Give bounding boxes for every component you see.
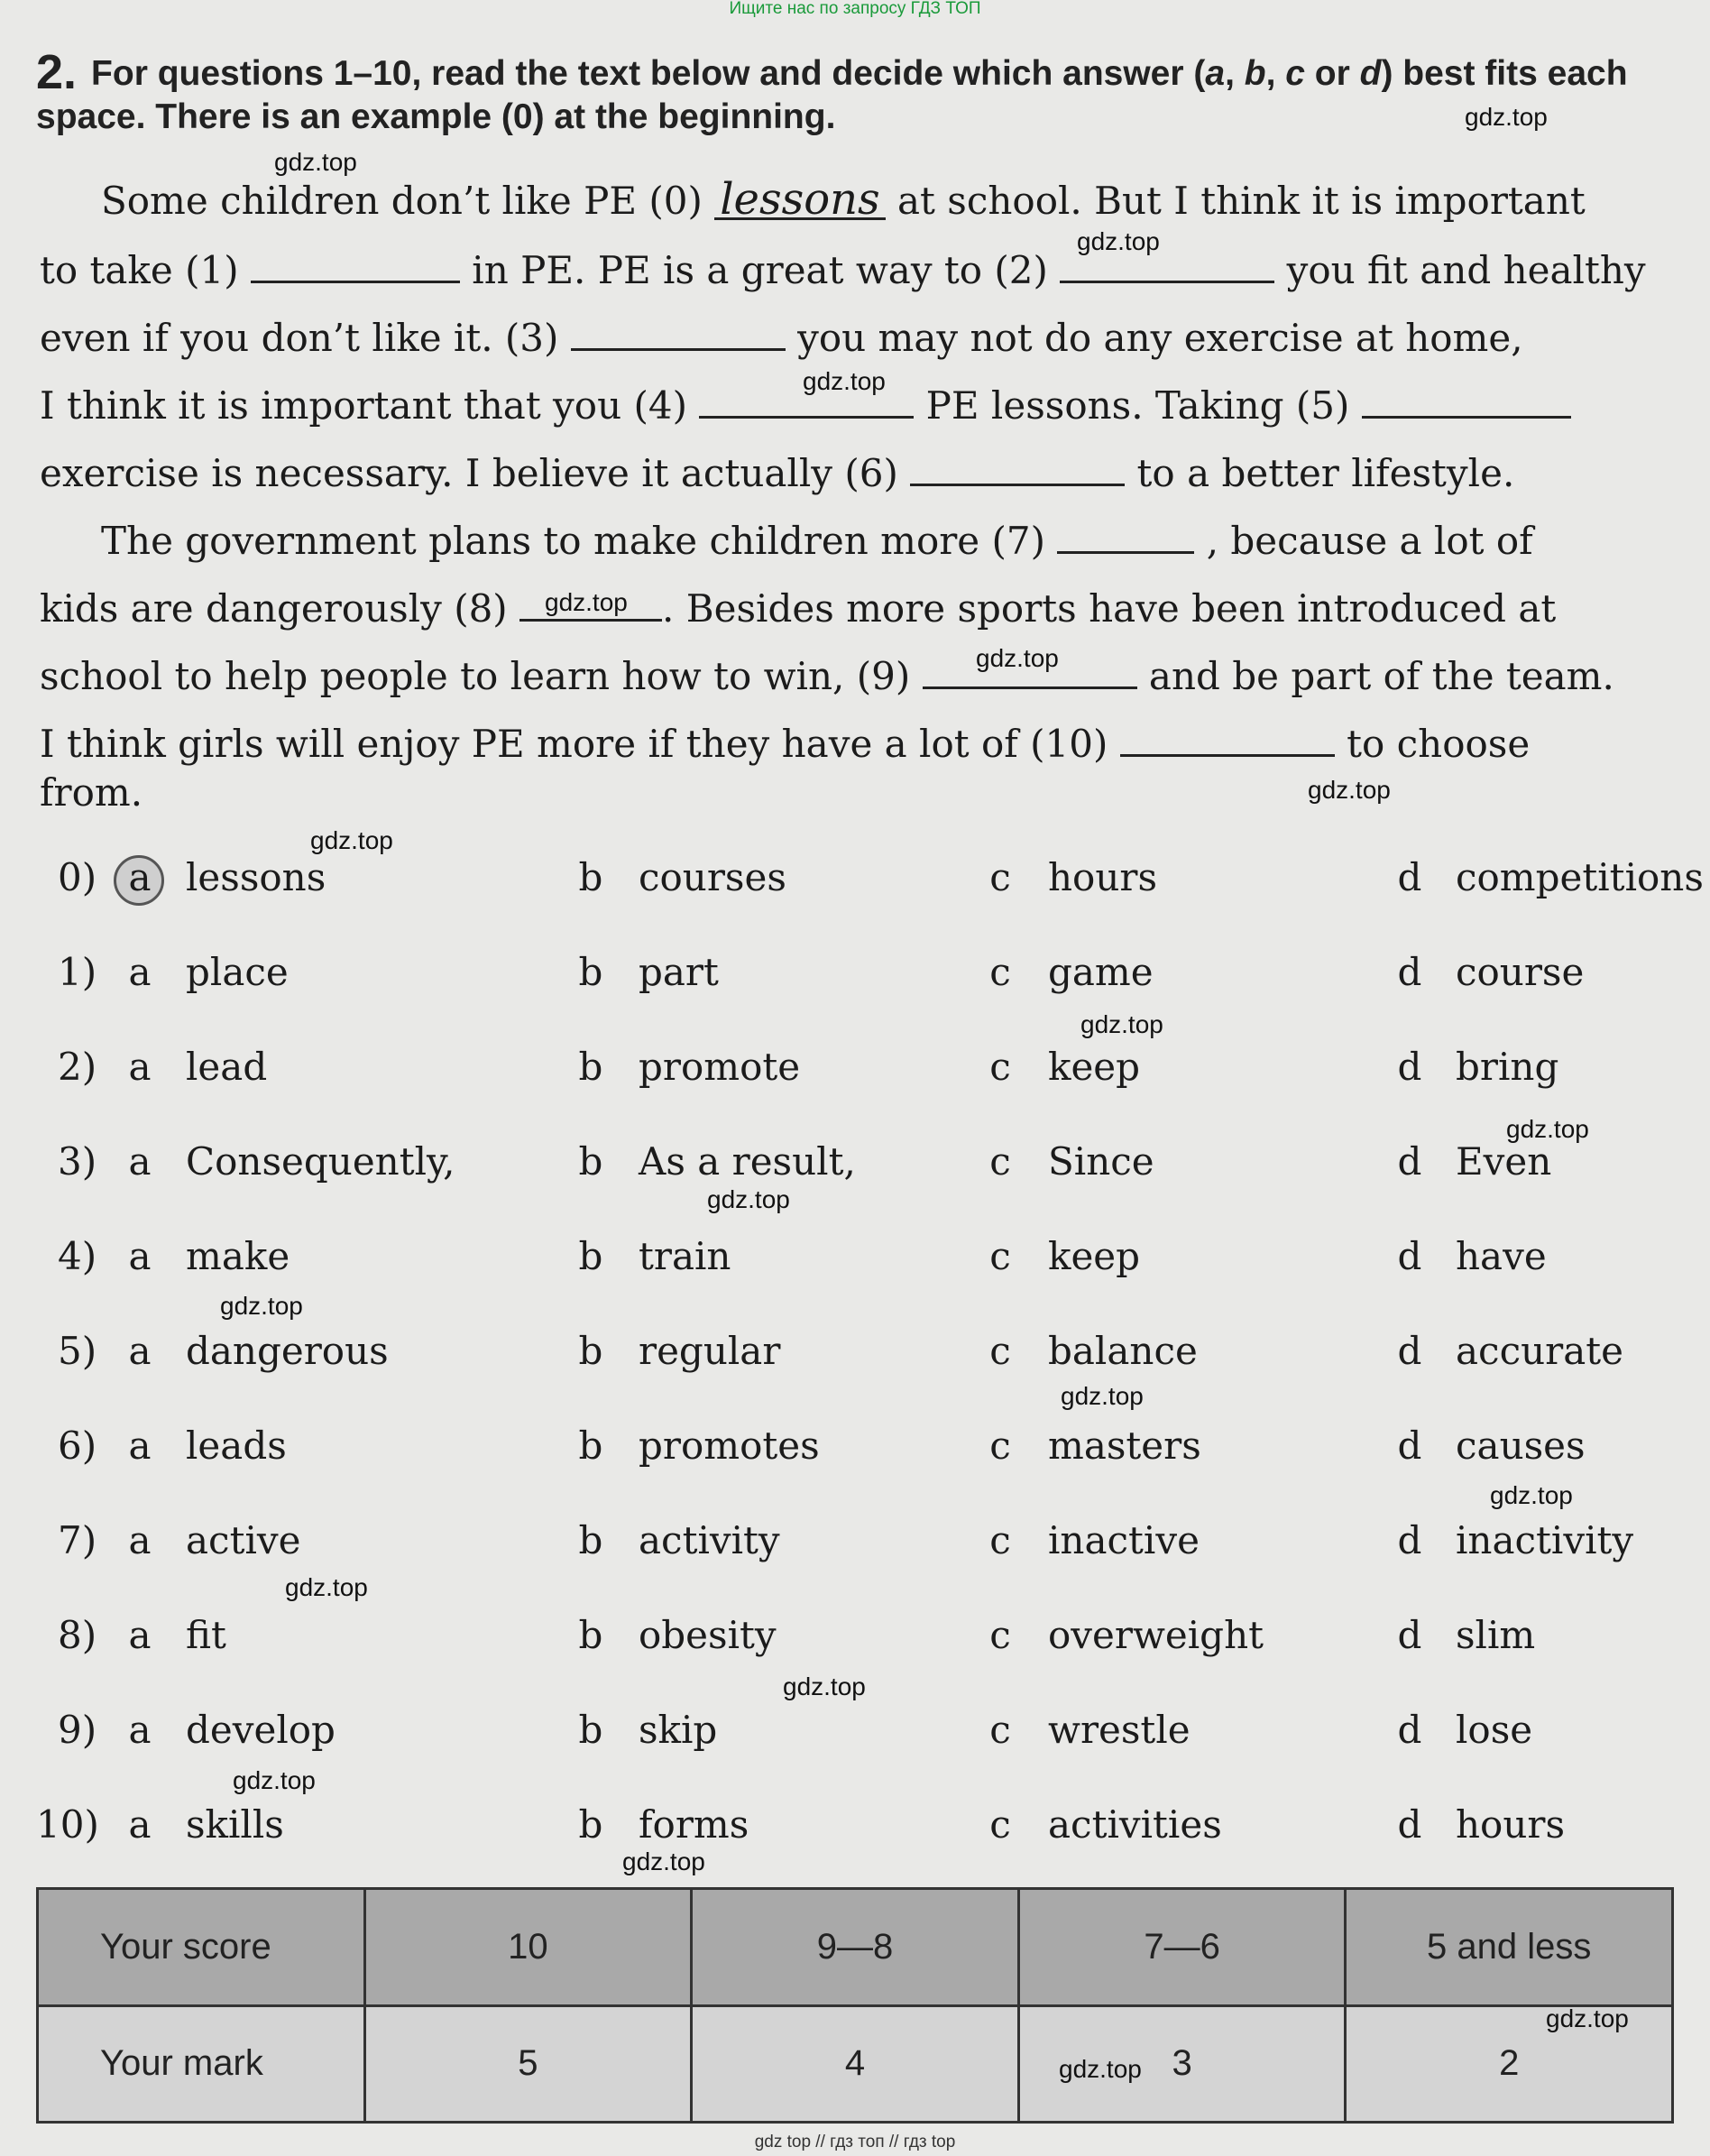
- option-letter-d[interactable]: [1389, 1518, 1430, 1562]
- option-letter-b[interactable]: [570, 1518, 611, 1562]
- blank-1[interactable]: [251, 273, 460, 283]
- score-cell: 9—8: [692, 1889, 1019, 2006]
- watermark: gdz.top: [233, 1766, 316, 1794]
- option-letter-b[interactable]: [570, 1802, 611, 1847]
- option-c[interactable]: activities: [1048, 1802, 1222, 1847]
- question-row: [0, 1045, 1710, 1099]
- question-number: 4): [58, 1234, 97, 1278]
- option-letter-c[interactable]: [979, 1424, 1021, 1468]
- option-letter-b[interactable]: [570, 855, 611, 899]
- mark-cell: 5: [364, 2005, 692, 2123]
- option-d[interactable]: have: [1456, 1234, 1547, 1278]
- option-letter-a[interactable]: [119, 1518, 161, 1562]
- question-number: 5): [58, 1329, 97, 1373]
- blank-2[interactable]: [1060, 273, 1274, 283]
- option-a[interactable]: dangerous: [186, 1329, 389, 1373]
- question-row: [0, 1802, 1710, 1857]
- watermark: gdz.top: [1490, 1481, 1573, 1509]
- option-letter-text: a: [128, 1518, 152, 1562]
- option-letter-text: c: [989, 1802, 1011, 1847]
- option-letter-text: a: [128, 1045, 152, 1089]
- option-letter-d[interactable]: [1389, 1139, 1430, 1184]
- option-d[interactable]: bring: [1456, 1045, 1559, 1089]
- option-letter-d[interactable]: [1389, 1045, 1430, 1089]
- option-letter-b[interactable]: [570, 1234, 611, 1278]
- option-a[interactable]: lead: [186, 1045, 268, 1089]
- option-letter-text: d: [1397, 855, 1422, 899]
- text-line: exercise is necessary. I believe it actually (6) to a better lifestyle.: [40, 451, 1515, 495]
- watermark: gdz.top: [1506, 1115, 1589, 1143]
- watermark: gdz.top: [274, 148, 357, 176]
- option-a[interactable]: make: [186, 1234, 290, 1278]
- option-a[interactable]: place: [186, 950, 289, 994]
- score-row: [38, 1889, 1673, 2006]
- question-row: [0, 950, 1710, 1004]
- option-d[interactable]: lose: [1456, 1708, 1533, 1752]
- mark-cell: 4: [692, 2005, 1019, 2123]
- question-number: 8): [58, 1613, 97, 1657]
- blank-3[interactable]: [571, 341, 786, 351]
- option-letter-a[interactable]: [119, 1329, 161, 1373]
- question-row: [0, 855, 1710, 909]
- option-letter-d[interactable]: [1389, 950, 1430, 994]
- text-line: even if you don’t like it. (3) you may not do any exercise at home,: [40, 316, 1523, 360]
- watermark: gdz.top: [1061, 1382, 1144, 1410]
- option-letter-text: b: [578, 1518, 603, 1562]
- option-c[interactable]: hours: [1048, 855, 1158, 899]
- option-b[interactable]: activity: [639, 1518, 780, 1562]
- option-letter-c[interactable]: [979, 1518, 1021, 1562]
- option-letter-a[interactable]: [119, 1802, 161, 1847]
- option-letter-text: d: [1397, 1802, 1422, 1847]
- watermark: gdz.top: [285, 1573, 368, 1601]
- text-line: to take (1) in PE. PE is a great way to (2) you fit and healthy: [40, 248, 1646, 292]
- watermark: gdz.top: [622, 1847, 705, 1875]
- option-letter-text: d: [1397, 1708, 1422, 1752]
- option-d[interactable]: competitions: [1456, 855, 1704, 899]
- option-letter-text: d: [1397, 1518, 1422, 1562]
- question-number: 2): [58, 1045, 97, 1089]
- option-c[interactable]: inactive: [1048, 1518, 1200, 1562]
- blank-4[interactable]: [699, 409, 914, 419]
- option-letter-text: c: [989, 1045, 1011, 1089]
- option-c[interactable]: overweight: [1048, 1613, 1264, 1657]
- option-d[interactable]: inactivity: [1456, 1518, 1634, 1562]
- option-b[interactable]: promote: [639, 1045, 801, 1089]
- option-b[interactable]: courses: [639, 855, 786, 899]
- blank-10[interactable]: [1120, 747, 1335, 757]
- option-letter-text: b: [578, 1802, 603, 1847]
- blank-9[interactable]: [923, 679, 1137, 689]
- option-letter-d[interactable]: [1389, 855, 1430, 899]
- option-letter-b[interactable]: [570, 1708, 611, 1752]
- option-letter-b[interactable]: [570, 950, 611, 994]
- score-cell: 7—6: [1018, 1889, 1346, 2006]
- option-letter-a[interactable]: [119, 1613, 161, 1657]
- option-letter-a[interactable]: [119, 1424, 161, 1468]
- option-letter-a[interactable]: [119, 1139, 161, 1184]
- option-letter-d[interactable]: [1389, 1708, 1430, 1752]
- blank-5[interactable]: [1362, 409, 1571, 419]
- option-letter-text: d: [1397, 1329, 1422, 1373]
- text-line: The government plans to make children more (7) , because a lot of: [101, 519, 1533, 563]
- option-letter-text: b: [578, 1424, 603, 1468]
- option-letter-text: d: [1397, 1045, 1422, 1089]
- watermark: gdz.top: [1077, 227, 1160, 255]
- option-letter-text: a: [128, 1613, 152, 1657]
- option-letter-text: d: [1397, 1424, 1422, 1468]
- option-letter-b[interactable]: [570, 1424, 611, 1468]
- option-letter-text: a: [128, 1329, 152, 1373]
- watermark: gdz.top: [1080, 1010, 1163, 1038]
- option-d[interactable]: slim: [1456, 1613, 1536, 1657]
- option-d[interactable]: accurate: [1456, 1329, 1623, 1373]
- option-letter-d[interactable]: [1389, 1802, 1430, 1847]
- option-letter-text: b: [578, 1613, 603, 1657]
- option-letter-b[interactable]: [570, 1613, 611, 1657]
- option-letter-text: c: [989, 1139, 1011, 1184]
- option-letter-text: a: [128, 855, 152, 899]
- option-letter-text: a: [128, 1802, 152, 1847]
- text-line: I think it is important that you (4) PE lessons. Taking (5): [40, 383, 1571, 428]
- question-row: [0, 1708, 1710, 1762]
- option-letter-text: c: [989, 950, 1011, 994]
- option-b[interactable]: part: [639, 950, 719, 994]
- option-b[interactable]: obesity: [639, 1613, 777, 1657]
- text-line: I think girls will enjoy PE more if they have a lot of (10) to choose: [40, 722, 1531, 766]
- option-letter-c[interactable]: [979, 1234, 1021, 1278]
- option-letter-d[interactable]: [1389, 1613, 1430, 1657]
- option-c[interactable]: Since: [1048, 1139, 1154, 1184]
- option-letter-d[interactable]: [1389, 1424, 1430, 1468]
- option-letter-text: b: [578, 1139, 603, 1184]
- score-cell: 5 and less: [1346, 1889, 1673, 2006]
- question-row: [0, 1234, 1710, 1288]
- text-line: from.: [40, 770, 143, 815]
- watermark: gdz.top: [1059, 2055, 1142, 2083]
- option-b[interactable]: promotes: [639, 1424, 820, 1468]
- question-number: 7): [58, 1518, 97, 1562]
- task-instruction: 2. For questions 1–10, read the text below and decide which answer (a, b, c or d) best fits each space. There is an example (0) at the beginning.: [36, 45, 1628, 136]
- option-letter-c[interactable]: [979, 1139, 1021, 1184]
- text-line: kids are dangerously (8) . Besides more sports have been introduced at: [40, 586, 1557, 631]
- option-letter-text: c: [989, 855, 1011, 899]
- mark-cell: 2: [1346, 2005, 1673, 2123]
- watermark: gdz.top: [803, 367, 886, 395]
- question-number: 1): [58, 950, 97, 994]
- option-letter-text: d: [1397, 1613, 1422, 1657]
- option-a[interactable]: lessons: [186, 855, 326, 899]
- option-b[interactable]: As a result,: [639, 1139, 856, 1184]
- text-line: school to help people to learn how to win, (9) and be part of the team.: [40, 654, 1614, 698]
- option-d[interactable]: hours: [1456, 1802, 1566, 1847]
- option-letter-c[interactable]: [979, 1708, 1021, 1752]
- option-letter-text: c: [989, 1329, 1011, 1373]
- option-letter-text: b: [578, 1045, 603, 1089]
- option-letter-text: d: [1397, 1234, 1422, 1278]
- option-letter-d[interactable]: [1389, 1329, 1430, 1373]
- option-letter-text: c: [989, 1518, 1011, 1562]
- option-letter-text: a: [128, 950, 152, 994]
- option-letter-b[interactable]: [570, 1329, 611, 1373]
- blank-6[interactable]: [910, 476, 1125, 486]
- option-a[interactable]: skills: [186, 1802, 284, 1847]
- text-line: Some children don’t like PE (0) lessons at school. But I think it is important: [101, 174, 1586, 225]
- question-row: [0, 1424, 1710, 1478]
- question-row: [0, 1329, 1710, 1383]
- mark-label: Your mark: [38, 2005, 365, 2123]
- bottom-banner[interactable]: gdz top // гдз топ // гдз top: [754, 2133, 956, 2151]
- option-letter-c[interactable]: [979, 950, 1021, 994]
- score-cell: 10: [364, 1889, 692, 2006]
- option-letter-d[interactable]: [1389, 1234, 1430, 1278]
- question-number: 3): [58, 1139, 97, 1184]
- example-answer: lessons: [714, 181, 885, 220]
- task-number: 2.: [36, 45, 78, 99]
- option-c[interactable]: game: [1048, 950, 1154, 994]
- option-c[interactable]: wrestle: [1048, 1708, 1191, 1752]
- option-letter-text: a: [128, 1234, 152, 1278]
- option-letter-text: d: [1397, 950, 1422, 994]
- option-a[interactable]: fit: [186, 1613, 226, 1657]
- watermark: gdz.top: [545, 588, 628, 616]
- option-c[interactable]: masters: [1048, 1424, 1201, 1468]
- option-c[interactable]: keep: [1048, 1045, 1141, 1089]
- question-number: 10): [36, 1802, 99, 1847]
- option-letter-text: c: [989, 1613, 1011, 1657]
- option-letter-a[interactable]: [119, 950, 161, 994]
- option-letter-text: b: [578, 1234, 603, 1278]
- option-letter-c[interactable]: [979, 855, 1021, 899]
- option-letter-a[interactable]: [119, 855, 161, 899]
- option-letter-text: d: [1397, 1139, 1422, 1184]
- option-letter-a[interactable]: [119, 1234, 161, 1278]
- option-letter-text: b: [578, 950, 603, 994]
- question-row: [0, 1518, 1710, 1572]
- option-letter-text: c: [989, 1424, 1011, 1468]
- watermark: gdz.top: [707, 1185, 790, 1213]
- watermark: gdz.top: [1308, 776, 1391, 804]
- option-letter-text: b: [578, 1708, 603, 1752]
- option-b[interactable]: regular: [639, 1329, 781, 1373]
- watermark: gdz.top: [976, 644, 1059, 672]
- option-d[interactable]: course: [1456, 950, 1585, 994]
- question-number: 6): [58, 1424, 97, 1468]
- option-letter-text: c: [989, 1708, 1011, 1752]
- option-letter-c[interactable]: [979, 1045, 1021, 1089]
- option-b[interactable]: train: [639, 1234, 731, 1278]
- blank-7[interactable]: [1057, 544, 1194, 554]
- option-letter-text: a: [128, 1139, 152, 1184]
- question-number: 0): [58, 855, 97, 899]
- watermark: gdz.top: [220, 1292, 303, 1320]
- option-c[interactable]: keep: [1048, 1234, 1141, 1278]
- watermark: gdz.top: [310, 826, 393, 854]
- mark-row: [38, 2005, 1673, 2123]
- question-number: 9): [58, 1708, 97, 1752]
- option-a[interactable]: active: [186, 1518, 301, 1562]
- option-letter-c[interactable]: [979, 1329, 1021, 1373]
- option-letter-text: b: [578, 855, 603, 899]
- option-d[interactable]: Even: [1456, 1139, 1552, 1184]
- watermark: gdz.top: [783, 1672, 866, 1700]
- option-a[interactable]: Consequently,: [186, 1139, 455, 1184]
- option-a[interactable]: develop: [186, 1708, 336, 1752]
- option-a[interactable]: leads: [186, 1424, 287, 1468]
- option-c[interactable]: balance: [1048, 1329, 1198, 1373]
- score-table: [36, 1887, 1674, 2124]
- watermark: gdz.top: [1546, 2004, 1629, 2032]
- top-banner[interactable]: Ищите нас по запросу ГДЗ ТОП: [729, 0, 981, 18]
- watermark: gdz.top: [1465, 103, 1548, 131]
- option-letter-c[interactable]: [979, 1613, 1021, 1657]
- option-b[interactable]: skip: [639, 1708, 718, 1752]
- option-letter-b[interactable]: [570, 1045, 611, 1089]
- question-row: [0, 1613, 1710, 1667]
- option-letter-a[interactable]: [119, 1045, 161, 1089]
- option-letter-a[interactable]: [119, 1708, 161, 1752]
- question-row: [0, 1139, 1710, 1193]
- option-letter-text: c: [989, 1234, 1011, 1278]
- mark-cell: 3: [1018, 2005, 1346, 2123]
- option-letter-b[interactable]: [570, 1139, 611, 1184]
- score-label: Your score: [38, 1889, 365, 2006]
- option-b[interactable]: forms: [639, 1802, 749, 1847]
- option-letter-text: a: [128, 1424, 152, 1468]
- option-letter-text: b: [578, 1329, 603, 1373]
- option-letter-text: a: [128, 1708, 152, 1752]
- option-d[interactable]: causes: [1456, 1424, 1586, 1468]
- option-letter-c[interactable]: [979, 1802, 1021, 1847]
